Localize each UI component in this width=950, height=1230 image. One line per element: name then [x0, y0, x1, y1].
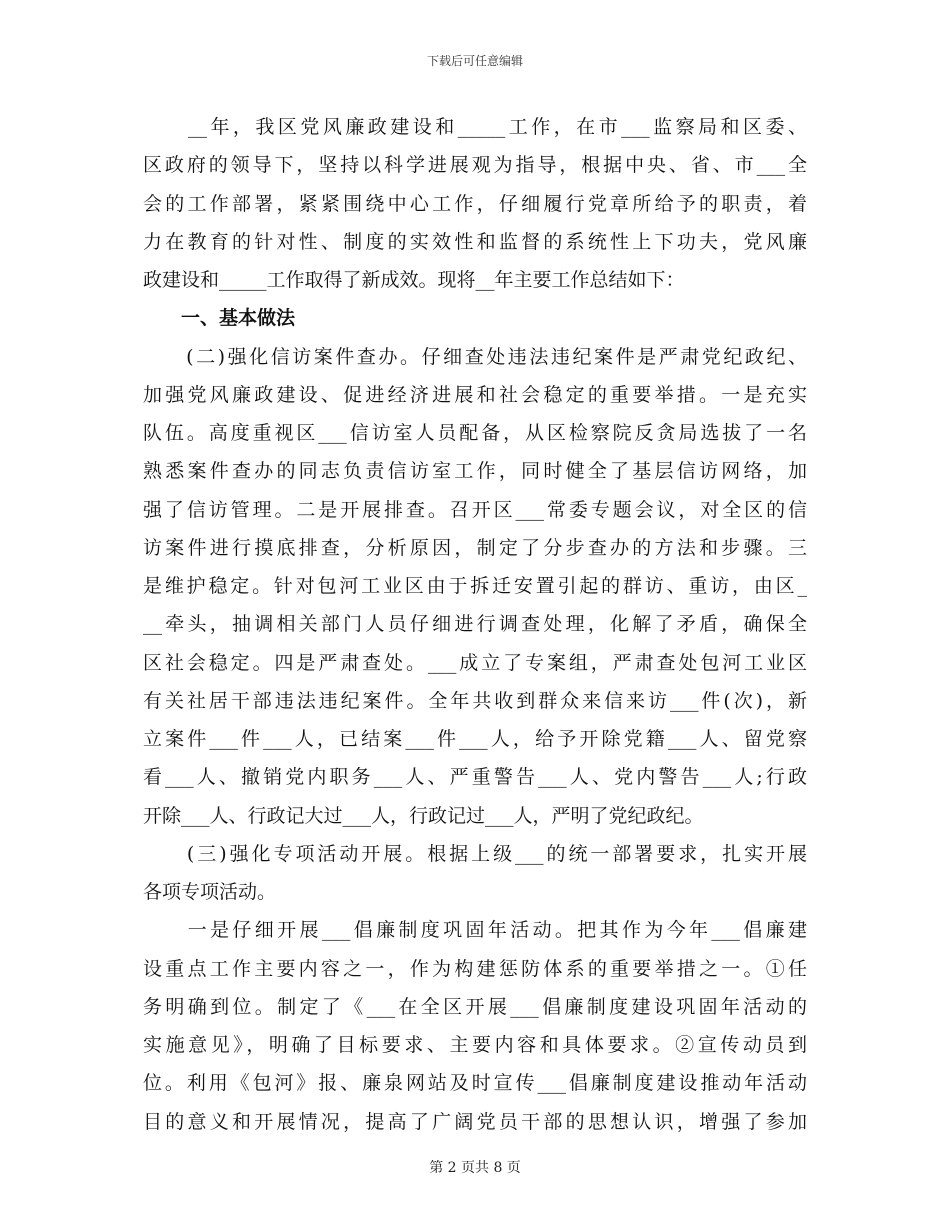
body-text-line: 区社会稳定。四是严肃查处。___成立了专案组，严肃查处包河工业区	[143, 651, 807, 674]
body-text-line: 队伍。高度重视区___信访室人员配备，从区检察院反贪局选拔了一名	[143, 422, 807, 444]
body-text-line: 位。利用《包河》报、廉泉网站及时宣传___倡廉制度建设推动年活动	[143, 1072, 807, 1095]
page-footer: 第 2 页共 8 页	[429, 1160, 521, 1176]
body-text-line: 会的工作部署，紧紧围绕中心工作，仔细履行党章所给予的职责，着	[143, 192, 807, 215]
body-text-line: __年，我区党风廉政建设和_____工作，在市___监察局和区委、	[143, 116, 807, 138]
page-header: 下载后可任意编辑	[426, 54, 523, 68]
body-text-line: 各项专项活动。	[143, 881, 277, 903]
body-text-line: 开除___人、行政记大过___人，行政记过___人，严明了党纪政纪。	[143, 804, 704, 827]
body-text-line: 一是仔细开展___倡廉制度巩固年活动。把其作为今年___倡廉建	[143, 919, 807, 942]
body-text-line: (二)强化信访案件查办。仔细查处违法违纪案件是严肃党纪政纪、	[143, 345, 807, 368]
body-text-line: 务明确到位。制定了《___在全区开展___倡廉制度建设巩固年活动的	[143, 995, 807, 1018]
body-text-line: 目的意义和开展情况，提高了广阔党员干部的思想认识，增强了参加	[143, 1110, 807, 1133]
body-text-line: __牵头，抽调相关部门人员仔细进行调查处理，化解了矛盾，确保全	[143, 613, 807, 636]
section-heading: 一、基本做法	[143, 307, 296, 330]
document-body	[143, 108, 807, 1141]
body-text-line: 加强党风廉政建设、促进经济进展和社会稳定的重要举措。一是充实	[143, 383, 807, 406]
body-text-line: 熟悉案件查办的同志负责信访室工作，同时健全了基层信访网络，加	[143, 460, 807, 483]
body-text-line: 看___人、撤销党内职务___人、严重警告___人、党内警告___人;行政	[143, 766, 807, 789]
body-text-line: 政建设和_____工作取得了新成效。现将__年主要工作总结如下：	[143, 269, 685, 291]
body-text-line: 立案件___件___人，已结案___件___人，给予开除党籍___人、留党察	[143, 728, 807, 750]
body-text-line: 强了信访管理。二是开展排查。召开区___常委专题会议，对全区的信	[143, 498, 807, 521]
body-text-line: 访案件进行摸底排查，分析原因，制定了分步查办的方法和步骤。三	[143, 536, 807, 559]
body-text-line: (三)强化专项活动开展。根据上级___的统一部署要求，扎实开展	[143, 842, 807, 865]
body-text-line: 有关社居干部违法违纪案件。全年共收到群众来信来访___件(次)，新	[143, 689, 807, 712]
body-text-line: 区政府的领导下，坚持以科学进展观为指导，根据中央、省、市___全	[143, 154, 807, 177]
body-text-line: 实施意见》，明确了目标要求、主要内容和具体要求。②宣传动员到	[143, 1034, 807, 1056]
body-text-line: 是维护稳定。针对包河工业区由于拆迁安置引起的群访、重访，由区_	[143, 575, 807, 597]
body-text-line: 设重点工作主要内容之一，作为构建惩防体系的重要举措之一。①任	[143, 957, 807, 980]
body-text-line: 力在教育的针对性、制度的实效性和监督的系统性上下功夫，党风廉	[143, 230, 807, 253]
